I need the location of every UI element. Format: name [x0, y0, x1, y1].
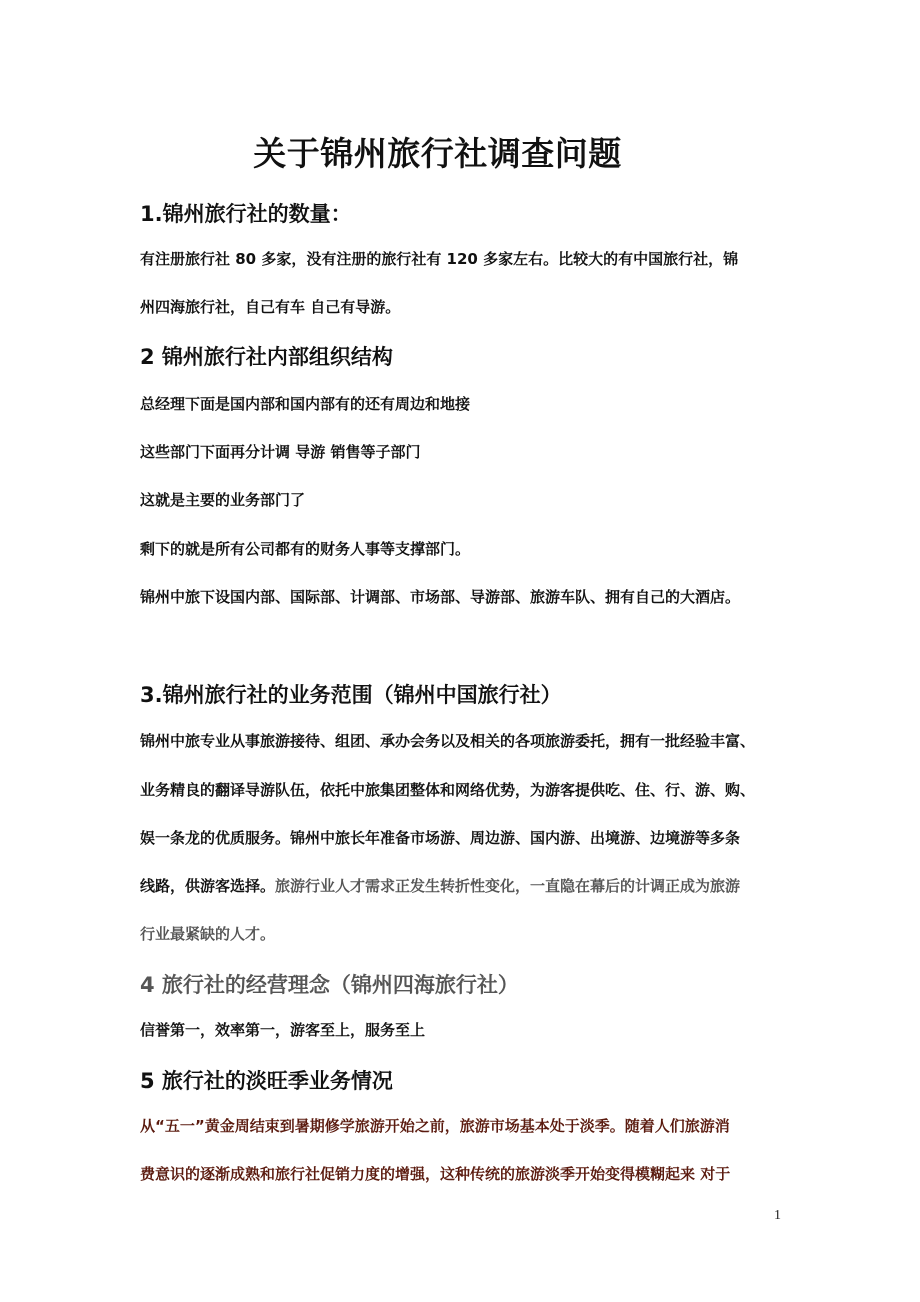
section-3-line-4-part-b: 旅游行业人才需求正发生转折性变化，一直隐在幕后的计调正成为旅游: [275, 877, 741, 895]
section-4-line-1: 信誉第一，效率第一，游客至上，服务至上: [140, 1021, 426, 1039]
section-2-line-5: 锦州中旅下设国内部、国际部、计调部、市场部、导游部、旅游车队、拥有自己的大酒店。: [140, 588, 741, 606]
section-3-line-5: 行业最紧缺的人才。: [140, 925, 276, 943]
section-3-line-3: 娱一条龙的优质服务。锦州中旅长年准备市场游、周边游、国内游、出境游、边境游等多条: [140, 829, 741, 847]
section-1-line-1: 有注册旅行社 80 多家，没有注册的旅行社有 120 多家左右。比较大的有中国旅行社，锦: [140, 250, 739, 268]
section-2-line-3: 这就是主要的业务部门了: [140, 491, 306, 509]
section-3-line-2: 业务精良的翻译导游队伍，依托中旅集团整体和网络优势，为游客提供吃、住、行、游、购、: [140, 781, 756, 799]
section-3-line-4: [140, 875, 740, 896]
section-5-line-1: 从“五一”黄金周结束到暑期修学旅游开始之前，旅游市场基本处于淡季。随着人们旅游消: [140, 1117, 730, 1135]
section-5-line-2: 费意识的逐渐成熟和旅行社促销力度的增强，这种传统的旅游淡季开始变得模糊起来 对于: [140, 1165, 731, 1183]
section-4-heading: 4 旅行社的经营理念（锦州四海旅行社）: [140, 973, 519, 997]
section-3-line-1: 锦州中旅专业从事旅游接待、组团、承办会务以及相关的各项旅游委托，拥有一批经验丰富、: [140, 732, 756, 750]
section-3-line-4-part-a: 线路，供游客选择。: [140, 877, 276, 895]
section-2-line-2: 这些部门下面再分计调 导游 销售等子部门: [140, 443, 421, 461]
section-1-line-2: 州四海旅行社，自己有车 自己有导游。: [140, 298, 401, 316]
section-5-heading: 5 旅行社的淡旺季业务情况: [140, 1069, 393, 1093]
section-2-line-4: 剩下的就是所有公司都有的财务人事等支撑部门。: [140, 540, 471, 558]
section-2-line-1: 总经理下面是国内部和国内部有的还有周边和地接: [140, 395, 471, 413]
section-3-heading: 3.锦州旅行社的业务范围（锦州中国旅行社）: [140, 683, 562, 707]
document-title: 关于锦州旅行社调查问题: [253, 134, 622, 173]
section-2-heading: 2 锦州旅行社内部组织结构: [140, 345, 393, 369]
page-number: 1: [774, 1208, 781, 1223]
section-1-heading: 1.锦州旅行社的数量：: [140, 202, 352, 226]
